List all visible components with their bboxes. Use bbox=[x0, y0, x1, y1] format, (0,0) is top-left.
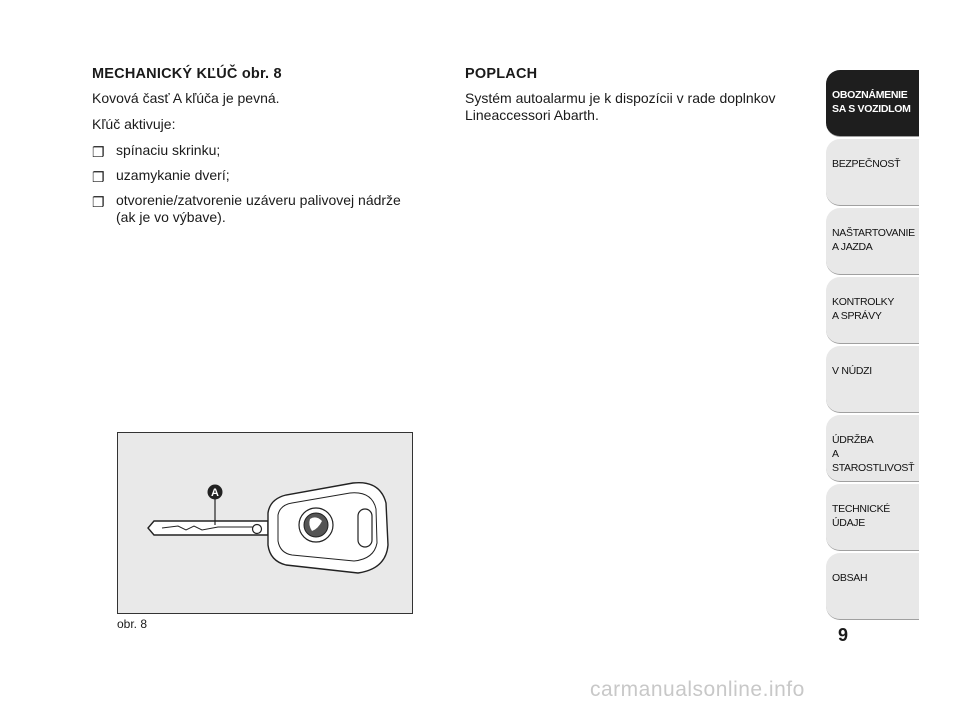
tab-label: NAŠTARTOVANIE A JAZDA bbox=[832, 227, 915, 253]
key-illustration bbox=[118, 433, 412, 613]
tab-oboznamenie[interactable] bbox=[826, 70, 919, 137]
key-figure bbox=[117, 432, 413, 614]
left-column bbox=[92, 66, 422, 234]
list-item bbox=[92, 192, 422, 226]
list-item-text: otvorenie/zatvorenie uzáveru palivovej nádrže (ak je vo výbave). bbox=[116, 192, 401, 225]
heading-text: MECHANICKÝ KĽÚČ bbox=[92, 66, 238, 82]
watermark: carmanualsonline.info bbox=[590, 678, 805, 701]
tab-label: OBOZNÁMENIE SA S VOZIDLOM bbox=[832, 89, 911, 115]
tab-bezpecnost[interactable] bbox=[826, 139, 919, 206]
tab-label: BEZPEČNOSŤ bbox=[832, 158, 901, 170]
heading-figure-ref: obr. 8 bbox=[241, 66, 282, 82]
list-item-text: uzamykanie dverí; bbox=[116, 167, 230, 183]
tab-label: KONTROLKY A SPRÁVY bbox=[832, 296, 895, 322]
list-item-text: spínaciu skrinku; bbox=[116, 142, 221, 158]
list-item bbox=[92, 142, 422, 159]
tab-udrzba[interactable] bbox=[826, 415, 919, 482]
tab-obsah[interactable] bbox=[826, 553, 919, 620]
tab-label: TECHNICKÉ ÚDAJE bbox=[832, 503, 890, 529]
checkbox-bullet-icon: ❐ bbox=[92, 194, 105, 210]
tab-label: OBSAH bbox=[832, 572, 868, 584]
page-number: 9 bbox=[838, 625, 849, 645]
paragraph-activates: Kľúč aktivuje: bbox=[92, 116, 176, 132]
section-heading-key bbox=[92, 66, 422, 82]
chapter-sidebar bbox=[826, 70, 919, 622]
tab-nastartovanie[interactable] bbox=[826, 208, 919, 275]
list-item bbox=[92, 167, 422, 184]
callout-label: A bbox=[211, 487, 219, 499]
checkbox-bullet-icon: ❐ bbox=[92, 144, 105, 160]
tab-kontrolky[interactable] bbox=[826, 277, 919, 344]
checkbox-bullet-icon: ❐ bbox=[92, 169, 105, 185]
tab-label: V NÚDZI bbox=[832, 365, 872, 377]
right-column bbox=[465, 66, 795, 133]
paragraph-fixed-part: Kovová časť A kľúča je pevná. bbox=[92, 90, 280, 106]
figure-caption: obr. 8 bbox=[117, 617, 148, 631]
paragraph-alarm: Systém autoalarmu je k dispozícii v rade doplnkov Lineaccessori Abarth. bbox=[465, 90, 776, 123]
tab-label: ÚDRŽBA A STAROSTLIVOSŤ bbox=[832, 434, 915, 474]
tab-technicke-udaje[interactable] bbox=[826, 484, 919, 551]
section-heading-alarm: POPLACH bbox=[465, 66, 538, 82]
tab-v-nudzi[interactable] bbox=[826, 346, 919, 413]
